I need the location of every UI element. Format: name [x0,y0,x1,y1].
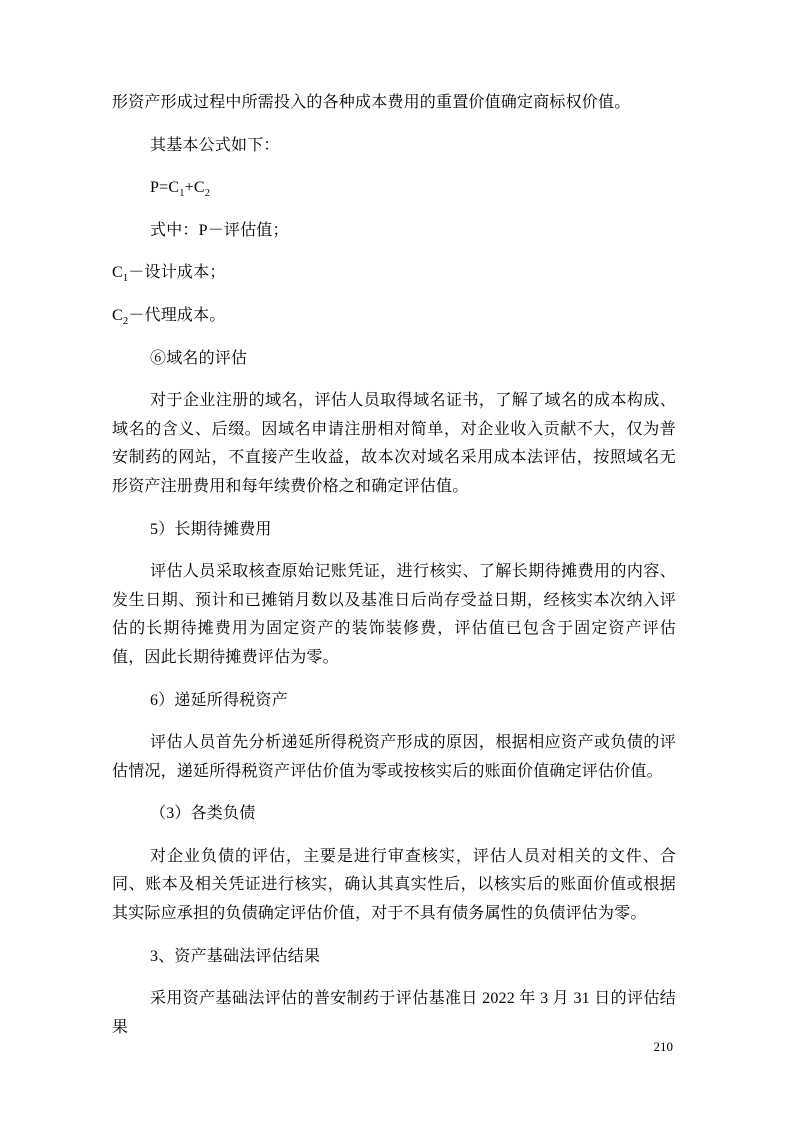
paragraph-asset-based-result: 采用资产基础法评估的普安制药于评估基准日 2022 年 3 月 31 日的评估结果 [112,990,676,1036]
document-body [112,89,676,1056]
formula-base-2: +C [184,179,205,197]
paragraph-deferred-tax-assets: 评估人员首先分析递延所得税资产形成的原因，根据相应资产或负债的评估情况，递延所得税资产评估价值为零或按核实后的账面价值确定评估价值。 [112,734,676,780]
formula-c1-definition [112,259,676,288]
c1-definition-text: －设计成本； [128,264,226,282]
heading-deferred-tax-assets: 6）递延所得税资产 [150,691,288,709]
formula-intro-line: 其基本公式如下： [150,136,280,154]
heading-liabilities: （3）各类负债 [150,805,256,823]
c2-definition-text: －代理成本。 [128,306,226,324]
heading-domain-valuation: ⑥域名的评估 [150,349,248,367]
formula-subscript-2: 2 [204,188,211,200]
c1-subscript: 1 [122,273,129,285]
formula-line [112,174,676,203]
formula-c2-definition [112,302,676,331]
formula-subscript-1: 1 [179,188,185,200]
formula-where-line: 式中：P－评估值； [150,221,289,239]
paragraph-liabilities: 对企业负债的评估，主要是进行审查核实，评估人员对相关的文件、合同、账本及相关凭证进行核实，确认其真实性后，以核实后的账面价值或根据其实际应承担的负债确定评估价值，对于不具有债务属性的负债评估为零。 [112,847,676,923]
page-number: 210 [653,1039,673,1054]
paragraph-long-term-prepaid-expenses: 评估人员采取核查原始记账凭证，进行核实、了解长期待摊费用的内容、发生日期、预计和已摊销月数以及基准日后尚存受益日期，经核实本次纳入评估的长期待摊费用为固定资产的装饰装修费，评估值已包含于固定资产评估值，因此长期待摊费评估为零。 [112,563,676,666]
paragraph-trademark-tail: 形资产形成过程中所需投入的各种成本费用的重置价值确定商标权价值。 [112,94,631,111]
heading-long-term-prepaid-expenses: 5）长期待摊费用 [150,520,272,538]
heading-asset-based-result: 3、资产基础法评估结果 [150,947,321,965]
formula-base-1: P=C [150,179,180,197]
c2-base: C [112,306,123,324]
paragraph-domain-valuation: 对于企业注册的域名，评估人员取得域名证书，了解了域名的成本构成、域名的含义、后缀。因域名申请注册相对简单，对企业收入贡献不大，仅为普安制药的网站，不直接产生收益，故本次对域名采用成本法评估，按照域名无形资产注册费用和每年续费价格之和确定评估值。 [112,392,676,495]
c1-base: C [112,264,123,282]
c2-subscript: 2 [122,316,129,328]
